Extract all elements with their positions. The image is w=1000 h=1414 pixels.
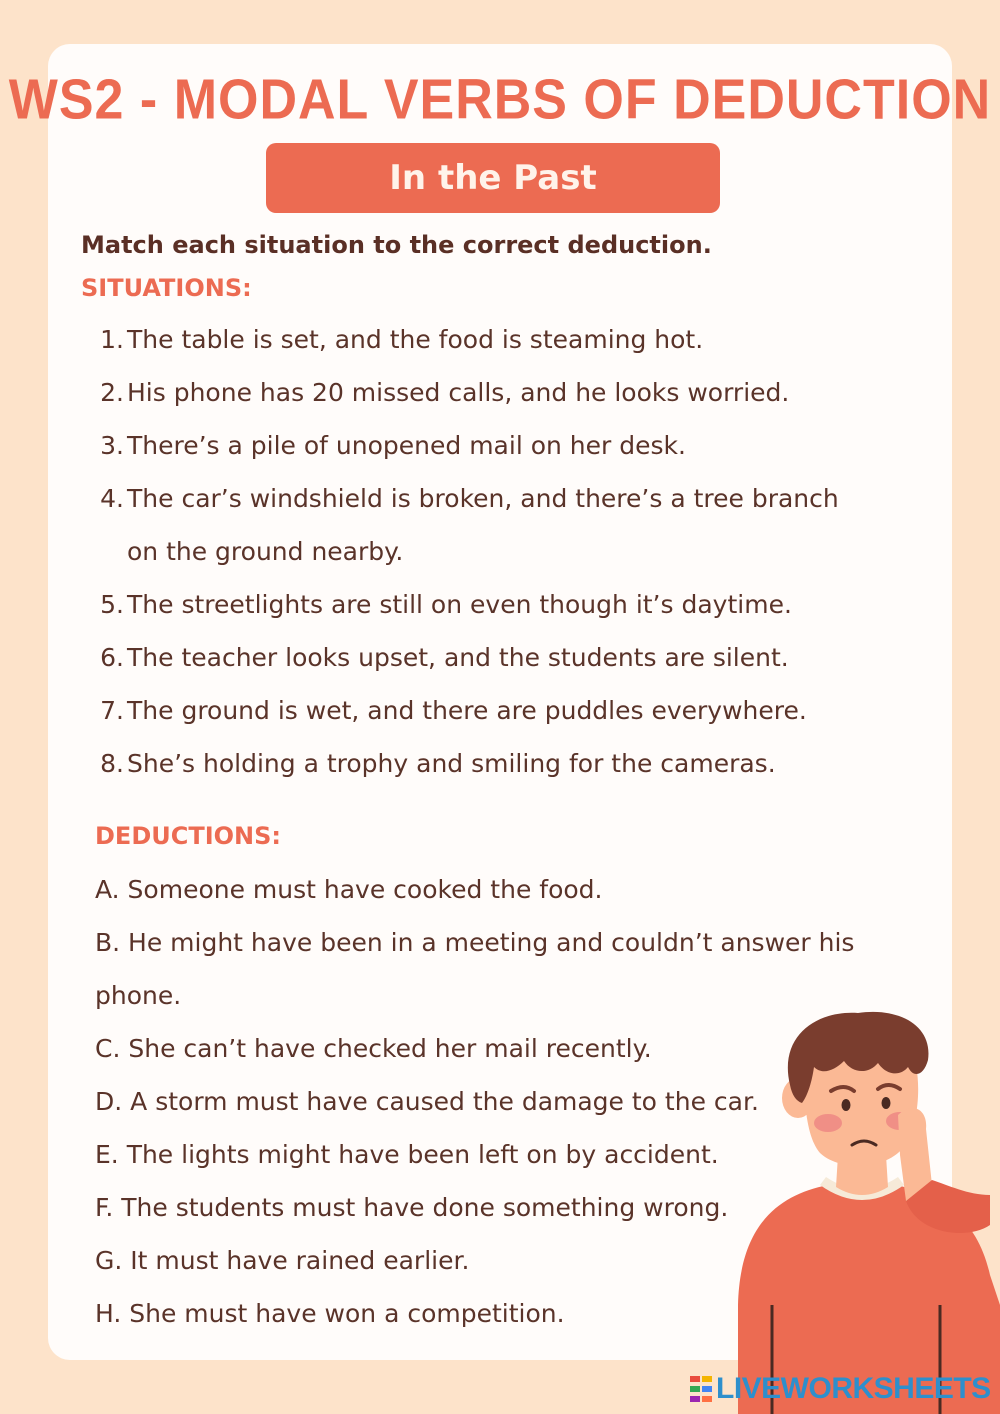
liveworksheets-mark-icon (690, 1376, 712, 1402)
list-item: G. It must have rained earlier. (95, 1246, 470, 1275)
list-item: A. Someone must have cooked the food. (95, 875, 603, 904)
deductions-heading: DEDUCTIONS: (95, 822, 282, 850)
watermark-text: LIVEWORKSHEETS (716, 1372, 991, 1405)
list-item: F. The students must have done something wrong. (95, 1193, 729, 1222)
liveworksheets-logo (690, 1372, 991, 1406)
thinking-boy-illustration (728, 1005, 1000, 1414)
page-title: WS2 - MODAL VERBS OF DEDUCTION (8, 68, 992, 132)
subtitle-banner: In the Past (266, 143, 720, 213)
list-item: B. He might have been in a meeting and couldn’t answer his (95, 928, 855, 957)
list-item: E. The lights might have been left on by accident. (95, 1140, 719, 1169)
list-item: H. She must have won a competition. (95, 1299, 565, 1328)
instruction-text: Match each situation to the correct deduction. (81, 231, 712, 259)
list-item-continuation: phone. (95, 981, 182, 1010)
situations-heading: SITUATIONS: (81, 274, 252, 302)
list-item: C. She can’t have checked her mail recently. (95, 1034, 652, 1063)
list-item-continuation: on the ground nearby. (127, 537, 404, 566)
list-item: D. A storm must have caused the damage to the car. (95, 1087, 759, 1116)
